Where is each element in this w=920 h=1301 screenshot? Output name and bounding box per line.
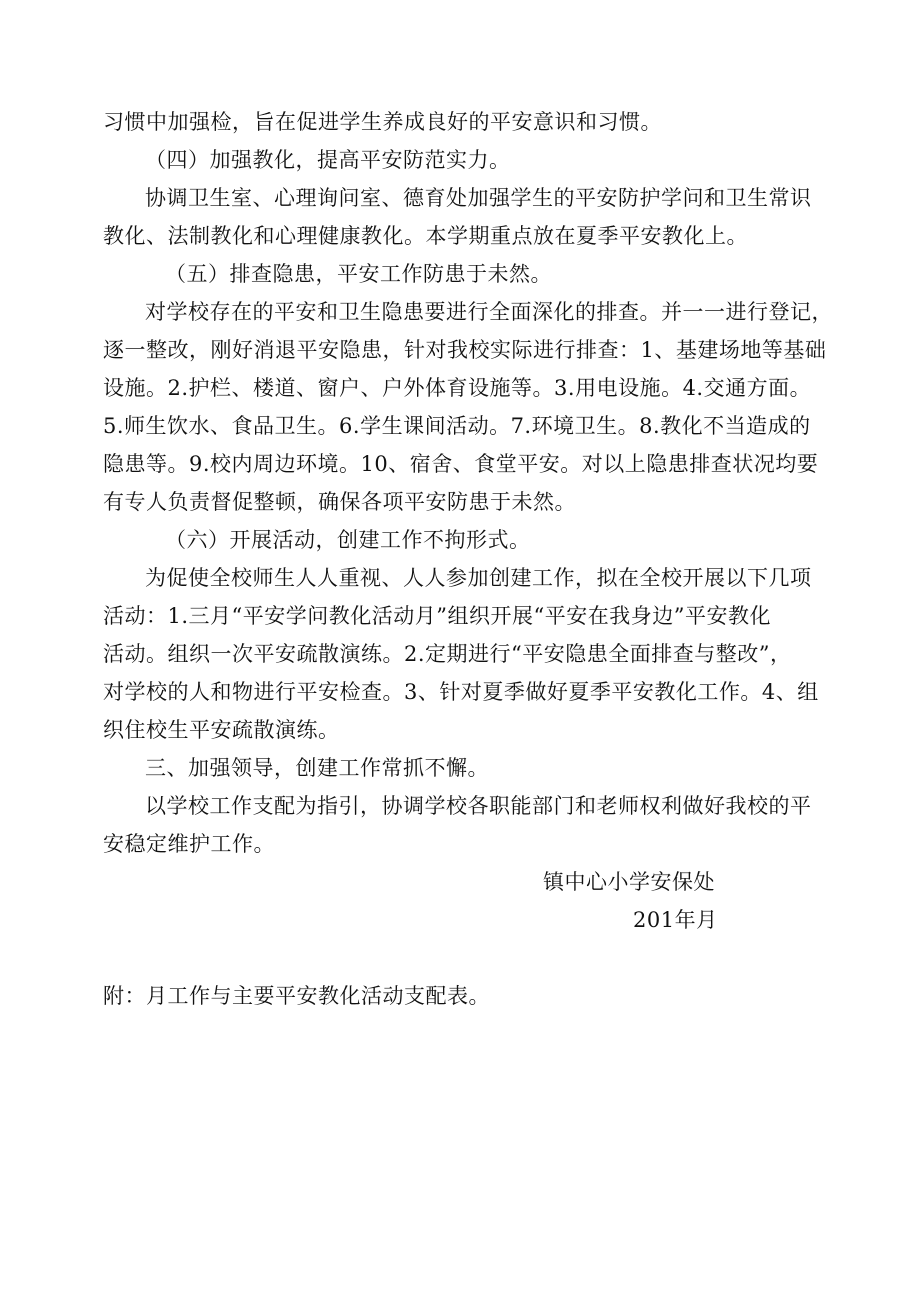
signature-organization: 镇中心小学安保处 [543,870,715,894]
paragraph-line-13: 为促使全校师生人人重视、人人参加创建工作，拟在全校开展以下几项 [145,566,812,590]
paragraph-line-9: 5.师生饮水、食品卫生。6.学生课间活动。7.环境卫生。8.教化不当造成的 [103,414,811,438]
section-heading-6: （六）开展活动，创建工作不拘形式。 [165,528,531,552]
section-heading-4: （四）加强教化，提高平安防范实力。 [145,148,511,172]
paragraph-line-20: 安稳定维护工作。 [103,832,275,856]
paragraph-line-8: 设施。2.护栏、楼道、窗户、户外体育设施等。3.用电设施。4.交通方面。 [103,376,812,400]
paragraph-line-15: 活动。组织一次平安疏散演练。2.定期进行“平安隐患全面排查与整改”， [103,642,792,666]
paragraph-line-6: 对学校存在的平安和卫生隐患要进行全面深化的排查。并一一进行登记， [145,300,833,324]
paragraph-line-4: 教化、法制教化和心理健康教化。本学期重点放在夏季平安教化上。 [103,224,748,248]
signature-date: 201年月 [633,908,718,932]
paragraph-line-17: 织住校生平安疏散演练。 [103,718,340,742]
paragraph-line-19: 以学校工作支配为指引，协调学校各职能部门和老师权利做好我校的平 [145,794,812,818]
paragraph-line-10: 隐患等。9.校内周边环境。10、宿舍、食堂平安。对以上隐患排查状况均要 [103,452,819,476]
paragraph-line-14: 活动：1.三月“平安学问教化活动月”组织开展“平安在我身边”平安教化 [103,604,771,628]
paragraph-line-11: 有专人负责督促整顿，确保各项平安防患于未然。 [103,490,576,514]
section-heading-3: 三、加强领导，创建工作常抓不懈。 [145,756,489,780]
paragraph-line-1: 习惯中加强检，旨在促进学生养成良好的平安意识和习惯。 [103,110,662,134]
section-heading-5: （五）排查隐患，平安工作防患于未然。 [165,262,552,286]
appendix-note: 附：月工作与主要平安教化活动支配表。 [103,984,490,1008]
paragraph-line-3: 协调卫生室、心理询问室、德育处加强学生的平安防护学问和卫生常识 [145,186,812,210]
paragraph-line-7: 逐一整改，刚好消退平安隐患，针对我校实际进行排查：1、基建场地等基础 [103,338,827,362]
paragraph-line-16: 对学校的人和物进行平安检查。3、针对夏季做好夏季平安教化工作。4、组 [103,680,819,704]
